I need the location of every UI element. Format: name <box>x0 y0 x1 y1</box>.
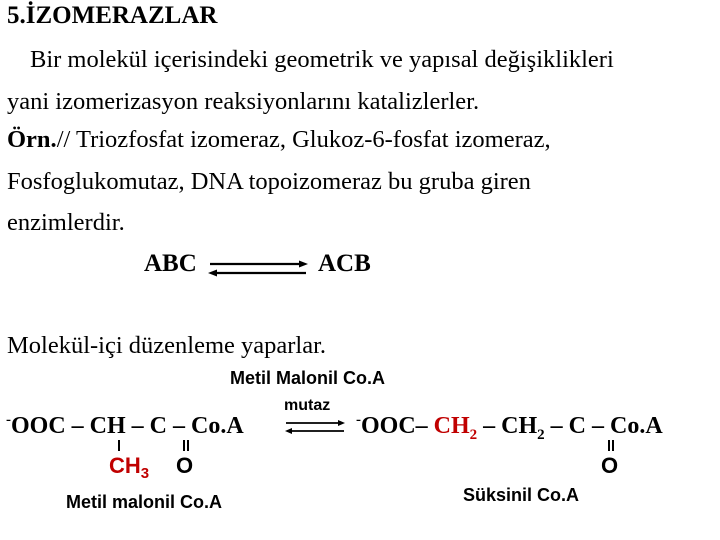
paragraph-line-5: enzimlerdir. <box>7 209 125 236</box>
charge-sign: - <box>356 412 361 428</box>
product-name: Süksinil Co.A <box>463 485 580 505</box>
methyl-ch: CH <box>109 453 141 478</box>
carbonyl-oxygen: O <box>176 453 194 478</box>
paragraph-line-4: Fosfoglukomutaz, DNA topoizomeraz bu gruba giren <box>7 168 531 195</box>
product-part-2-sub: 2 <box>469 427 478 443</box>
single-bond-down <box>118 440 120 451</box>
substrate-formula <box>6 412 244 440</box>
double-bond-left <box>183 440 185 451</box>
methyl-group <box>109 453 149 482</box>
equilibrium-arrow-icon <box>283 419 347 435</box>
intramolecular-note: Molekül-içi düzenleme yaparlar. <box>7 332 327 359</box>
double-bond-right <box>187 440 189 451</box>
carbonyl-oxygen: O <box>601 453 619 478</box>
paragraph-line-2: yani izomerizasyon reaksiyonlarını katalizlerler. <box>7 88 480 115</box>
reactant-abc: ABC <box>144 250 197 277</box>
product-part-3-sub: 2 <box>537 427 545 443</box>
paragraph-line-3 <box>7 126 551 154</box>
product-acb: ACB <box>318 250 371 277</box>
enzyme-name: Metil Malonil Co.A <box>230 368 385 388</box>
charge-sign: - <box>6 412 11 428</box>
double-bond-right <box>612 440 614 451</box>
product-part-1: OOC– <box>361 413 434 439</box>
example-label: Örn. <box>7 126 57 153</box>
methyl-sub: 3 <box>140 465 150 482</box>
enzyme-suffix: mutaz <box>284 397 331 414</box>
substrate-name: Metil malonil Co.A <box>66 492 223 512</box>
page-title: 5.İZOMERAZLAR <box>7 2 218 29</box>
double-bond-left <box>608 440 610 451</box>
product-part-4: – C – Co.A <box>544 413 663 439</box>
examples-text: // Triozfosfat izomeraz, Glukoz-6-fosfat izomeraz, <box>56 126 551 153</box>
product-formula <box>356 412 663 444</box>
product-part-2: CH <box>433 413 470 439</box>
paragraph-line-1: Bir molekül içerisindeki geometrik ve yapısal değişiklikleri <box>30 46 614 73</box>
product-part-3: – CH <box>477 413 538 439</box>
equilibrium-arrow-icon <box>206 259 310 279</box>
substrate-chain: OOC – CH – C – Co.A <box>11 413 244 439</box>
product-ch2-red <box>433 413 478 443</box>
